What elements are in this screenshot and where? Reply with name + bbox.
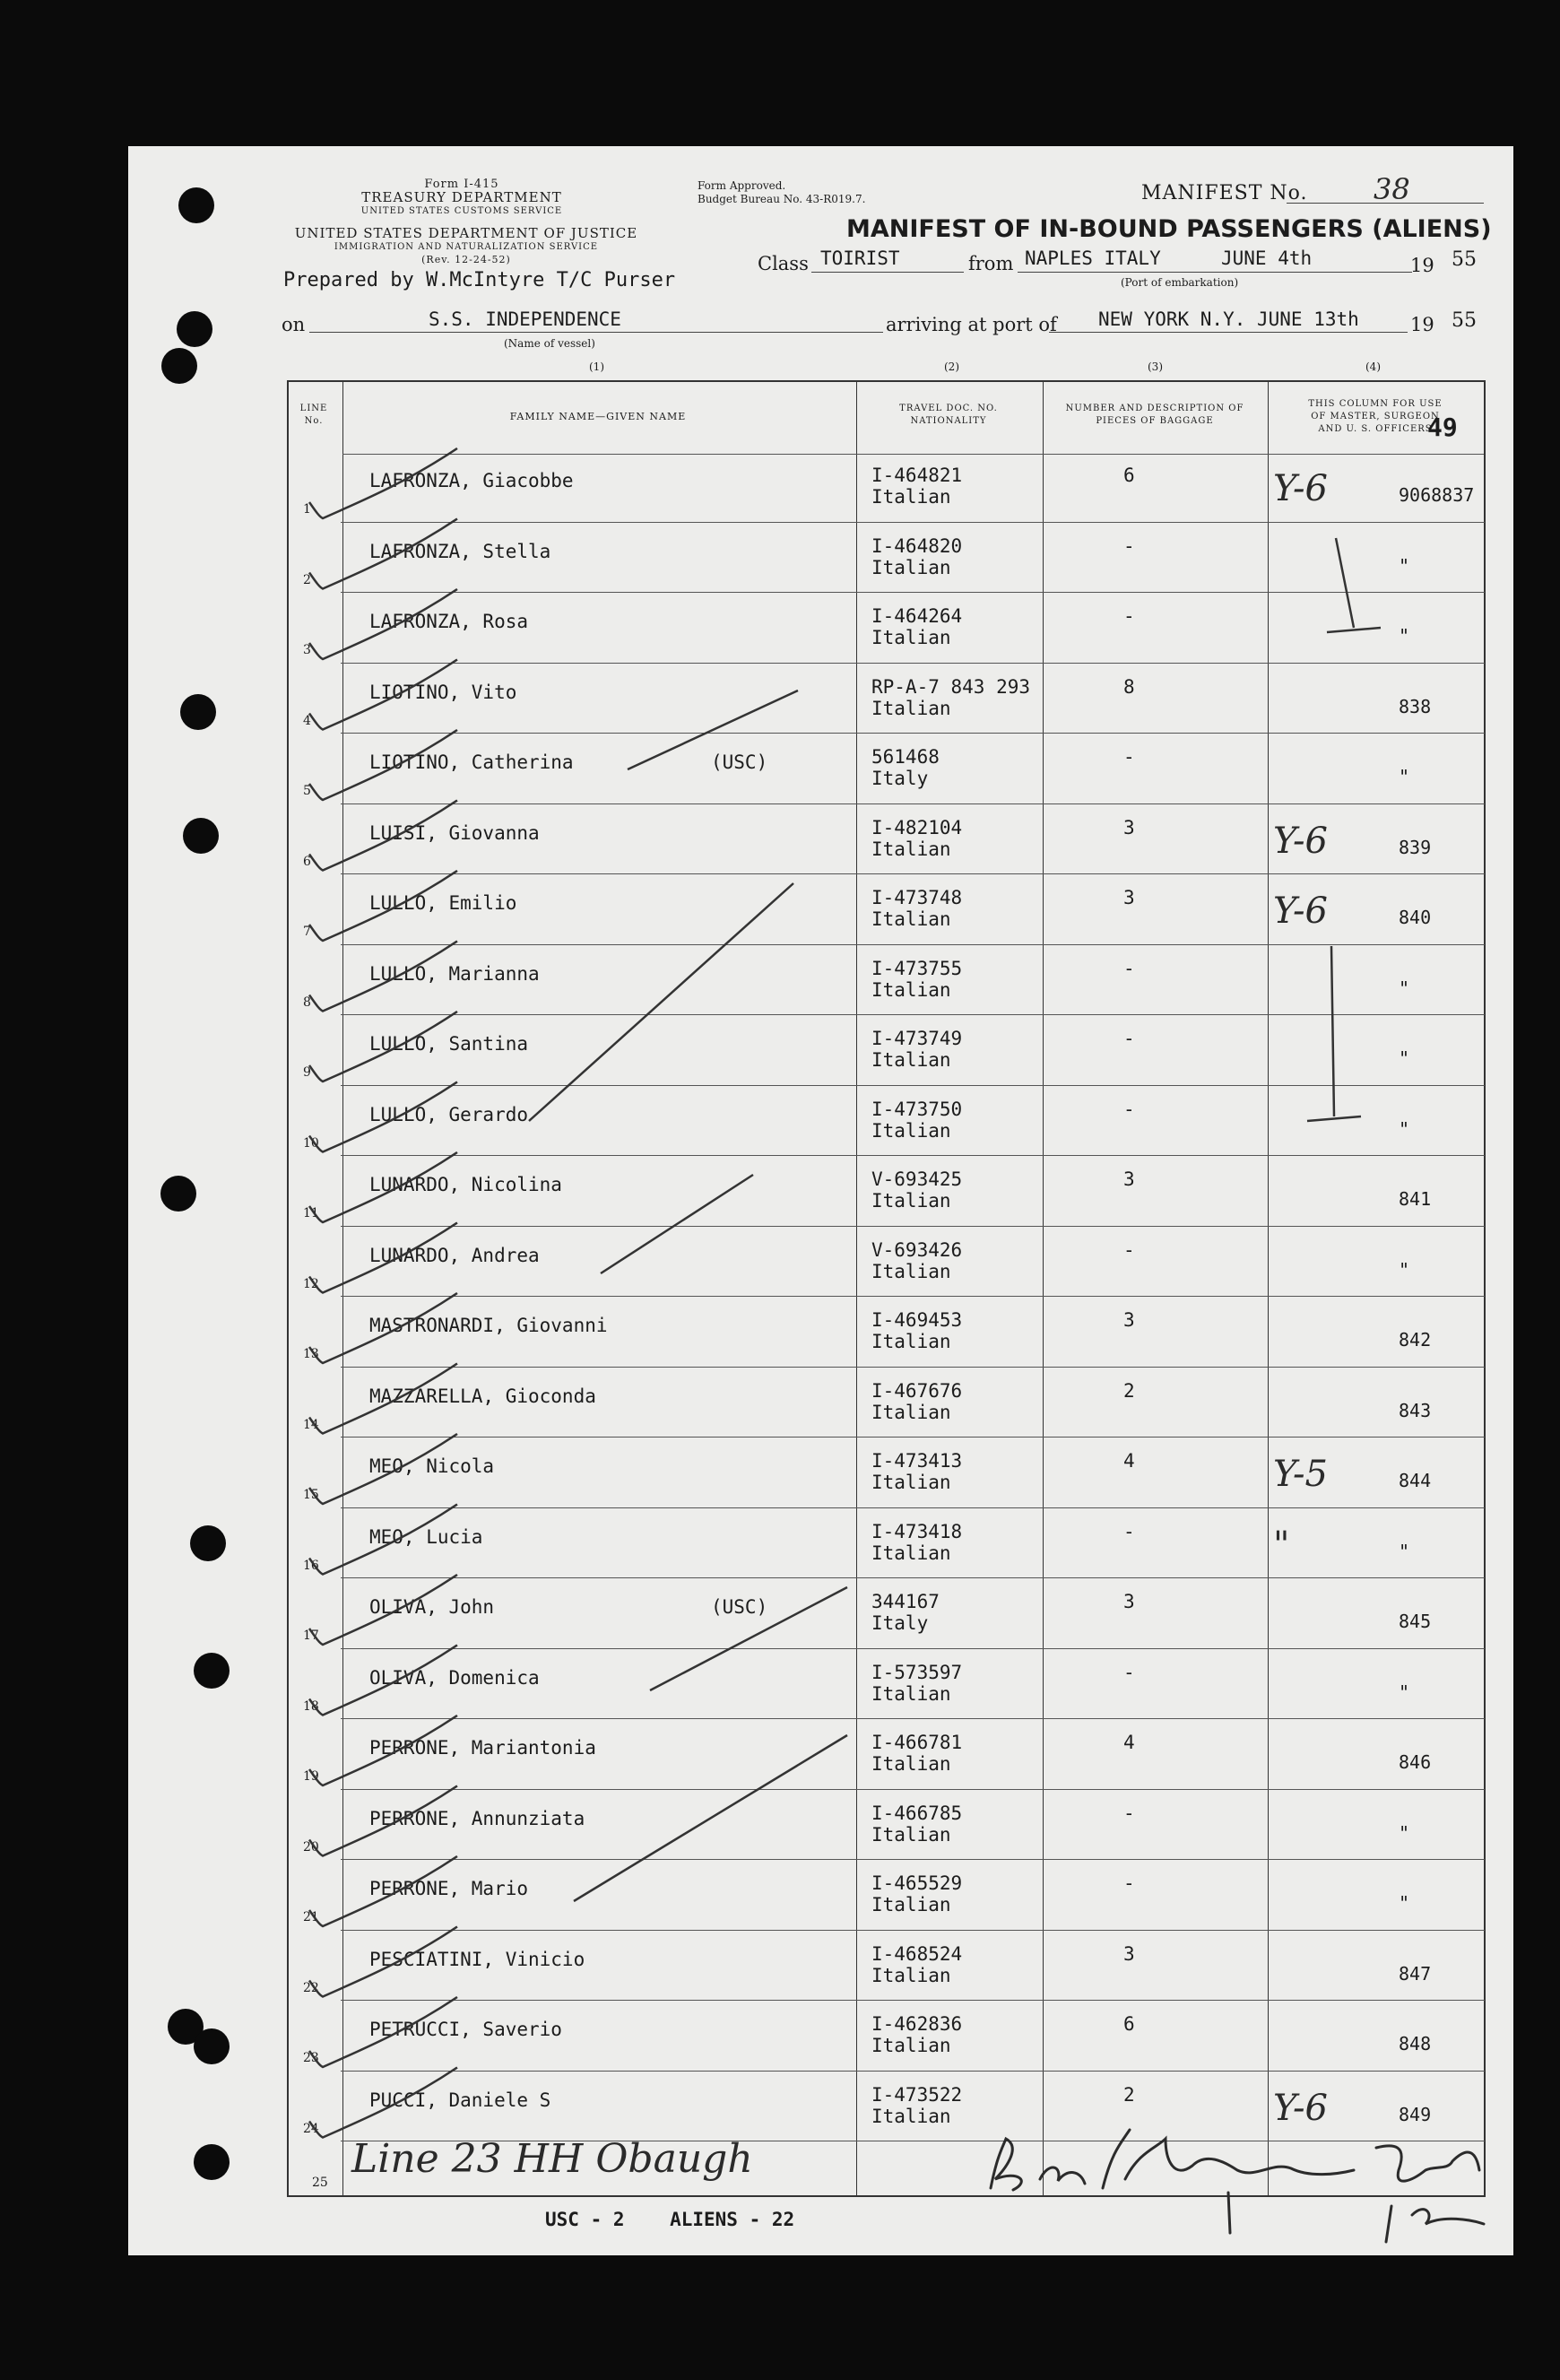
arrival-port: NEW YORK N.Y. JUNE 13th <box>1098 308 1359 330</box>
officer-note: 845 <box>1399 1611 1432 1632</box>
officer-note: 842 <box>1399 1329 1432 1351</box>
check-mark <box>309 1434 457 1504</box>
nationality: Italy <box>871 1612 929 1634</box>
check-mark <box>309 519 457 589</box>
nationality: Italian <box>871 2035 951 2056</box>
travel-doc-number: I-469453 <box>871 1309 963 1331</box>
line-number-25: 25 <box>312 2176 328 2190</box>
row-line-number: 20 <box>303 1839 319 1854</box>
nationality: Italian <box>871 556 951 578</box>
travel-doc-number: I-466781 <box>871 1732 963 1753</box>
baggage-count: 6 <box>1123 2013 1135 2035</box>
check-mark <box>309 1082 457 1152</box>
handwritten-mark: Y-5 <box>1273 1454 1328 1495</box>
nationality: Italian <box>871 486 951 508</box>
passenger-name: LIOTINO, Vito <box>369 681 517 703</box>
row-line-number: 7 <box>303 925 311 939</box>
nationality: Italian <box>871 1049 951 1071</box>
row-line-number: 4 <box>303 713 311 728</box>
on-label: on <box>282 314 306 335</box>
officer-note: " <box>1399 977 1410 999</box>
travel-doc-number: I-465529 <box>871 1872 963 1894</box>
manifest-title: MANIFEST OF IN-BOUND PASSENGERS (ALIENS) <box>846 215 1492 243</box>
nationality: Italy <box>871 768 929 789</box>
year-2: 55 <box>1452 309 1477 332</box>
check-mark <box>309 589 457 659</box>
passenger-name: OLIVA, John <box>369 1596 495 1618</box>
baggage-count: - <box>1123 1028 1135 1049</box>
check-mark <box>309 1927 457 1997</box>
row-line-number: 17 <box>303 1629 319 1643</box>
baggage-count: 2 <box>1123 1379 1135 1402</box>
class-value: TOIRIST <box>820 248 900 269</box>
check-mark <box>309 1646 457 1716</box>
justice-dept: UNITED STATES DEPARTMENT OF JUSTICE <box>294 225 638 241</box>
nationality: Italian <box>871 1682 951 1705</box>
class-label: Class <box>758 253 809 274</box>
travel-doc-number: I-464820 <box>871 534 963 557</box>
page-mark: 49 <box>1427 413 1458 442</box>
officer-note: " <box>1399 1892 1410 1914</box>
handwritten-mark: Y-6 <box>1273 2087 1328 2129</box>
passenger-name: LUNARDO, Andrea <box>369 1244 540 1266</box>
passenger-name: PETRUCCI, Saverio <box>369 2019 562 2040</box>
row-line-number: 24 <box>303 2121 319 2136</box>
baggage-count: 3 <box>1123 816 1135 838</box>
col-number-2: (2) <box>944 360 959 373</box>
handwritten-line-note: Line 23 HH Obaugh <box>351 2136 753 2182</box>
officer-note: " <box>1399 766 1410 787</box>
travel-doc-number: I-464821 <box>871 465 963 486</box>
check-mark <box>309 660 457 730</box>
from-date: JUNE 4th <box>1221 248 1313 269</box>
row-line-number: 23 <box>303 2051 319 2065</box>
baggage-count: - <box>1123 1802 1135 1824</box>
baggage-count: - <box>1123 1872 1135 1894</box>
port-embarkation-caption: (Port of embarkation) <box>1121 276 1239 289</box>
passenger-name: LUISI, Giovanna <box>369 821 540 844</box>
travel-doc-number: I-473750 <box>871 1098 963 1120</box>
nationality: Italian <box>871 1472 951 1493</box>
travel-doc-number: I-467676 <box>871 1379 963 1402</box>
travel-doc-number: I-473418 <box>871 1520 963 1542</box>
officer-note: 846 <box>1399 1751 1432 1773</box>
ins-service: IMMIGRATION AND NATURALIZATION SERVICE <box>334 242 599 252</box>
travel-doc-number: I-482104 <box>871 816 963 838</box>
arriving-label: arriving at port of <box>886 314 1057 335</box>
travel-doc-number: I-573597 <box>871 1661 963 1683</box>
form-number: Form I-415 <box>424 178 499 191</box>
manifest-label: MANIFEST No. <box>1141 182 1308 204</box>
officer-note: 838 <box>1399 695 1432 717</box>
passenger-name: LAFRONZA, Stella <box>369 540 551 562</box>
check-mark <box>309 1505 457 1575</box>
cancel-stroke <box>601 1175 753 1273</box>
baggage-count: - <box>1123 1520 1135 1542</box>
prepared-by: Prepared by W.McIntyre T/C Purser <box>283 269 676 291</box>
travel-doc-number: I-473749 <box>871 1028 963 1049</box>
baggage-count: 3 <box>1123 887 1135 908</box>
col-header-officers: THIS COLUMN FOR USE OF MASTER, SURGEON AND U. S. OFFICERS <box>1308 399 1443 434</box>
baggage-count: 4 <box>1123 1450 1135 1472</box>
nationality: Italian <box>871 1331 951 1352</box>
cancel-stroke <box>574 1735 847 1901</box>
vessel-caption: (Name of vessel) <box>504 337 595 350</box>
baggage-count: - <box>1123 746 1135 768</box>
row-line-number: 12 <box>303 1276 319 1291</box>
row-line-number: 8 <box>303 995 311 1010</box>
passenger-name: LULLO, Emilio <box>369 892 517 914</box>
passenger-name: MEO, Lucia <box>369 1525 483 1548</box>
from-value: NAPLES ITALY <box>1025 248 1161 269</box>
travel-doc-number: I-473748 <box>871 887 963 908</box>
check-mark <box>309 1012 457 1081</box>
row-line-number: 9 <box>303 1065 311 1080</box>
passenger-name: LULLO, Gerardo <box>369 1103 529 1125</box>
budget-bureau: Budget Bureau No. 43-R019.7. <box>698 193 866 205</box>
cancel-stroke <box>650 1587 847 1690</box>
check-mark <box>309 1786 457 1856</box>
passenger-name: LAFRONZA, Giacobbe <box>369 470 574 491</box>
check-mark <box>309 1293 457 1363</box>
officer-note: " <box>1399 1681 1410 1703</box>
row-line-number: 10 <box>303 1135 319 1151</box>
travel-doc-number: V-693425 <box>871 1168 963 1190</box>
baggage-count: 3 <box>1123 1591 1135 1612</box>
check-mark <box>309 730 457 800</box>
row-line-number: 22 <box>303 1980 319 1995</box>
travel-doc-number: I-464264 <box>871 605 963 627</box>
nationality: Italian <box>871 1753 951 1775</box>
passenger-name: LULLO, Marianna <box>369 962 540 985</box>
nationality: Italian <box>871 1823 951 1846</box>
handwritten-mark: Y-6 <box>1273 890 1328 932</box>
row-line-number: 11 <box>303 1206 319 1220</box>
travel-doc-number: I-462836 <box>871 2013 963 2035</box>
travel-doc-number: 344167 <box>871 1591 940 1612</box>
handwritten-mark: " <box>1273 1524 1290 1566</box>
check-mark <box>309 942 457 1012</box>
nationality: Italian <box>871 1964 951 1986</box>
passenger-name: OLIVA, Domenica <box>369 1666 540 1689</box>
col-number-4: (4) <box>1365 360 1381 373</box>
baggage-count: 3 <box>1123 1309 1135 1331</box>
travel-doc-number: I-468524 <box>871 1942 963 1965</box>
row-line-number: 5 <box>303 784 311 798</box>
officer-note: 843 <box>1399 1399 1432 1421</box>
officer-note: " <box>1399 1258 1410 1281</box>
nationality: Italian <box>871 1401 951 1423</box>
row-line-number: 19 <box>303 1769 319 1784</box>
passenger-name: PERRONE, Annunziata <box>369 1807 585 1829</box>
col-number-3: (3) <box>1148 360 1163 373</box>
officer-note: " <box>1399 554 1410 577</box>
handwritten-mark: Y-6 <box>1273 468 1328 509</box>
officer-note: 841 <box>1399 1188 1432 1210</box>
baggage-count: 4 <box>1123 1732 1135 1753</box>
travel-doc-number: I-466785 <box>871 1802 963 1824</box>
row-line-number: 3 <box>303 643 311 657</box>
officer-note: " <box>1399 1540 1410 1562</box>
baggage-count: - <box>1123 1098 1135 1120</box>
nationality: Italian <box>871 1190 951 1212</box>
nationality: Italian <box>871 1260 951 1282</box>
check-mark <box>309 801 457 871</box>
nationality: Italian <box>871 978 951 1001</box>
baggage-count: 3 <box>1123 1168 1135 1190</box>
officer-note: 847 <box>1399 1962 1432 1985</box>
travel-doc-number: V-693426 <box>871 1238 963 1261</box>
nationality: Italian <box>871 1119 951 1142</box>
bracket-mark <box>1327 538 1381 632</box>
bracket-mark <box>1307 946 1361 1121</box>
passenger-name: LULLO, Santina <box>369 1033 529 1055</box>
nationality: Italian <box>871 697 951 719</box>
manifest-number: 38 <box>1374 172 1410 206</box>
check-mark <box>309 1364 457 1434</box>
handwritten-mark: Y-6 <box>1273 820 1328 862</box>
form-approved: Form Approved. <box>698 179 786 192</box>
passenger-name: MAZZARELLA, Gioconda <box>369 1385 596 1407</box>
year-1: 55 <box>1452 248 1477 271</box>
baggage-count: - <box>1123 534 1135 557</box>
nationality: Italian <box>871 838 951 860</box>
officer-note: " <box>1399 1117 1410 1140</box>
from-label: from <box>968 253 1014 274</box>
row-line-number: 14 <box>303 1417 319 1432</box>
passenger-name: PERRONE, Mario <box>369 1878 529 1899</box>
col-header-line-no: LINE No. <box>299 404 328 426</box>
col-header-name: FAMILY NAME—GIVEN NAME <box>509 411 687 422</box>
travel-doc-number: I-473755 <box>871 957 963 979</box>
check-mark <box>309 1223 457 1293</box>
baggage-count: 6 <box>1123 465 1135 486</box>
row-line-number: 1 <box>303 502 311 517</box>
check-mark <box>309 1152 457 1222</box>
year-prefix-2: 19 <box>1410 314 1434 335</box>
baggage-count: 2 <box>1123 2083 1135 2106</box>
travel-doc-number: 561468 <box>871 746 940 768</box>
baggage-count: - <box>1123 1661 1135 1683</box>
nationality: Italian <box>871 627 951 648</box>
check-mark <box>309 1716 457 1785</box>
usc-marker: (USC) <box>711 751 768 773</box>
passenger-name: MASTRONARDI, Giovanni <box>369 1315 608 1336</box>
check-mark <box>309 1575 457 1645</box>
officer-note: " <box>1399 625 1410 647</box>
year-prefix-1: 19 <box>1410 255 1434 276</box>
row-line-number: 13 <box>303 1347 319 1361</box>
nationality: Italian <box>871 1542 951 1564</box>
vessel-name: S.S. INDEPENDENCE <box>429 308 621 330</box>
check-mark <box>309 448 457 518</box>
row-line-number: 21 <box>303 1910 319 1924</box>
check-mark <box>309 1997 457 2067</box>
passenger-name: LUNARDO, Nicolina <box>369 1174 562 1195</box>
nationality: Italian <box>871 908 951 930</box>
col-header-travel-doc: TRAVEL DOC. NO. NATIONALITY <box>899 404 998 426</box>
cancel-stroke <box>529 883 793 1121</box>
row-line-number: 18 <box>303 1698 319 1714</box>
passenger-name: MEO, Nicola <box>369 1455 495 1477</box>
passenger-name: LIOTINO, Catherina <box>369 751 574 773</box>
row-line-number: 15 <box>303 1488 319 1502</box>
check-mark <box>309 871 457 941</box>
check-mark <box>309 1856 457 1926</box>
officer-note: 840 <box>1399 907 1432 928</box>
customs-service: UNITED STATES CUSTOMS SERVICE <box>360 206 563 216</box>
travel-doc-number: RP-A-7 843 293 <box>871 675 1031 698</box>
baggage-count: - <box>1123 957 1135 979</box>
travel-doc-number: I-473522 <box>871 2083 963 2106</box>
cancel-stroke <box>628 691 798 769</box>
officer-note: 844 <box>1399 1470 1432 1491</box>
officer-note: " <box>1399 1821 1410 1844</box>
col-header-baggage: NUMBER AND DESCRIPTION OF PIECES OF BAGGAGE <box>1065 404 1244 426</box>
passenger-name: LAFRONZA, Rosa <box>369 611 529 632</box>
officer-note: 839 <box>1399 836 1432 858</box>
baggage-count: - <box>1123 605 1135 627</box>
usc-marker: (USC) <box>711 1596 768 1618</box>
officer-note: 849 <box>1399 2103 1432 2125</box>
row-line-number: 16 <box>303 1558 319 1573</box>
baggage-count: - <box>1123 1238 1135 1261</box>
totals-summary: USC - 2 ALIENS - 22 <box>545 2209 795 2230</box>
revision-date: (Rev. 12-24-52) <box>421 254 511 265</box>
row-line-number: 2 <box>303 572 311 587</box>
nationality: Italian <box>871 1894 951 1915</box>
travel-doc-number: I-473413 <box>871 1450 963 1472</box>
passenger-name: PUCCI, Daniele S <box>369 2089 551 2111</box>
baggage-count: 8 <box>1123 675 1135 698</box>
officer-note: 848 <box>1399 2033 1432 2054</box>
passenger-name: PESCIATINI, Vinicio <box>369 1948 585 1970</box>
officer-note: " <box>1399 1047 1410 1069</box>
baggage-count: 3 <box>1123 1942 1135 1965</box>
passenger-name: PERRONE, Mariantonia <box>369 1737 596 1759</box>
check-mark <box>309 2068 457 2138</box>
treasury-dept: TREASURY DEPARTMENT <box>361 189 562 205</box>
col-number-1: (1) <box>589 360 604 373</box>
officer-note: 9068837 <box>1399 484 1475 506</box>
row-line-number: 6 <box>303 854 311 869</box>
nationality: Italian <box>871 2105 951 2127</box>
